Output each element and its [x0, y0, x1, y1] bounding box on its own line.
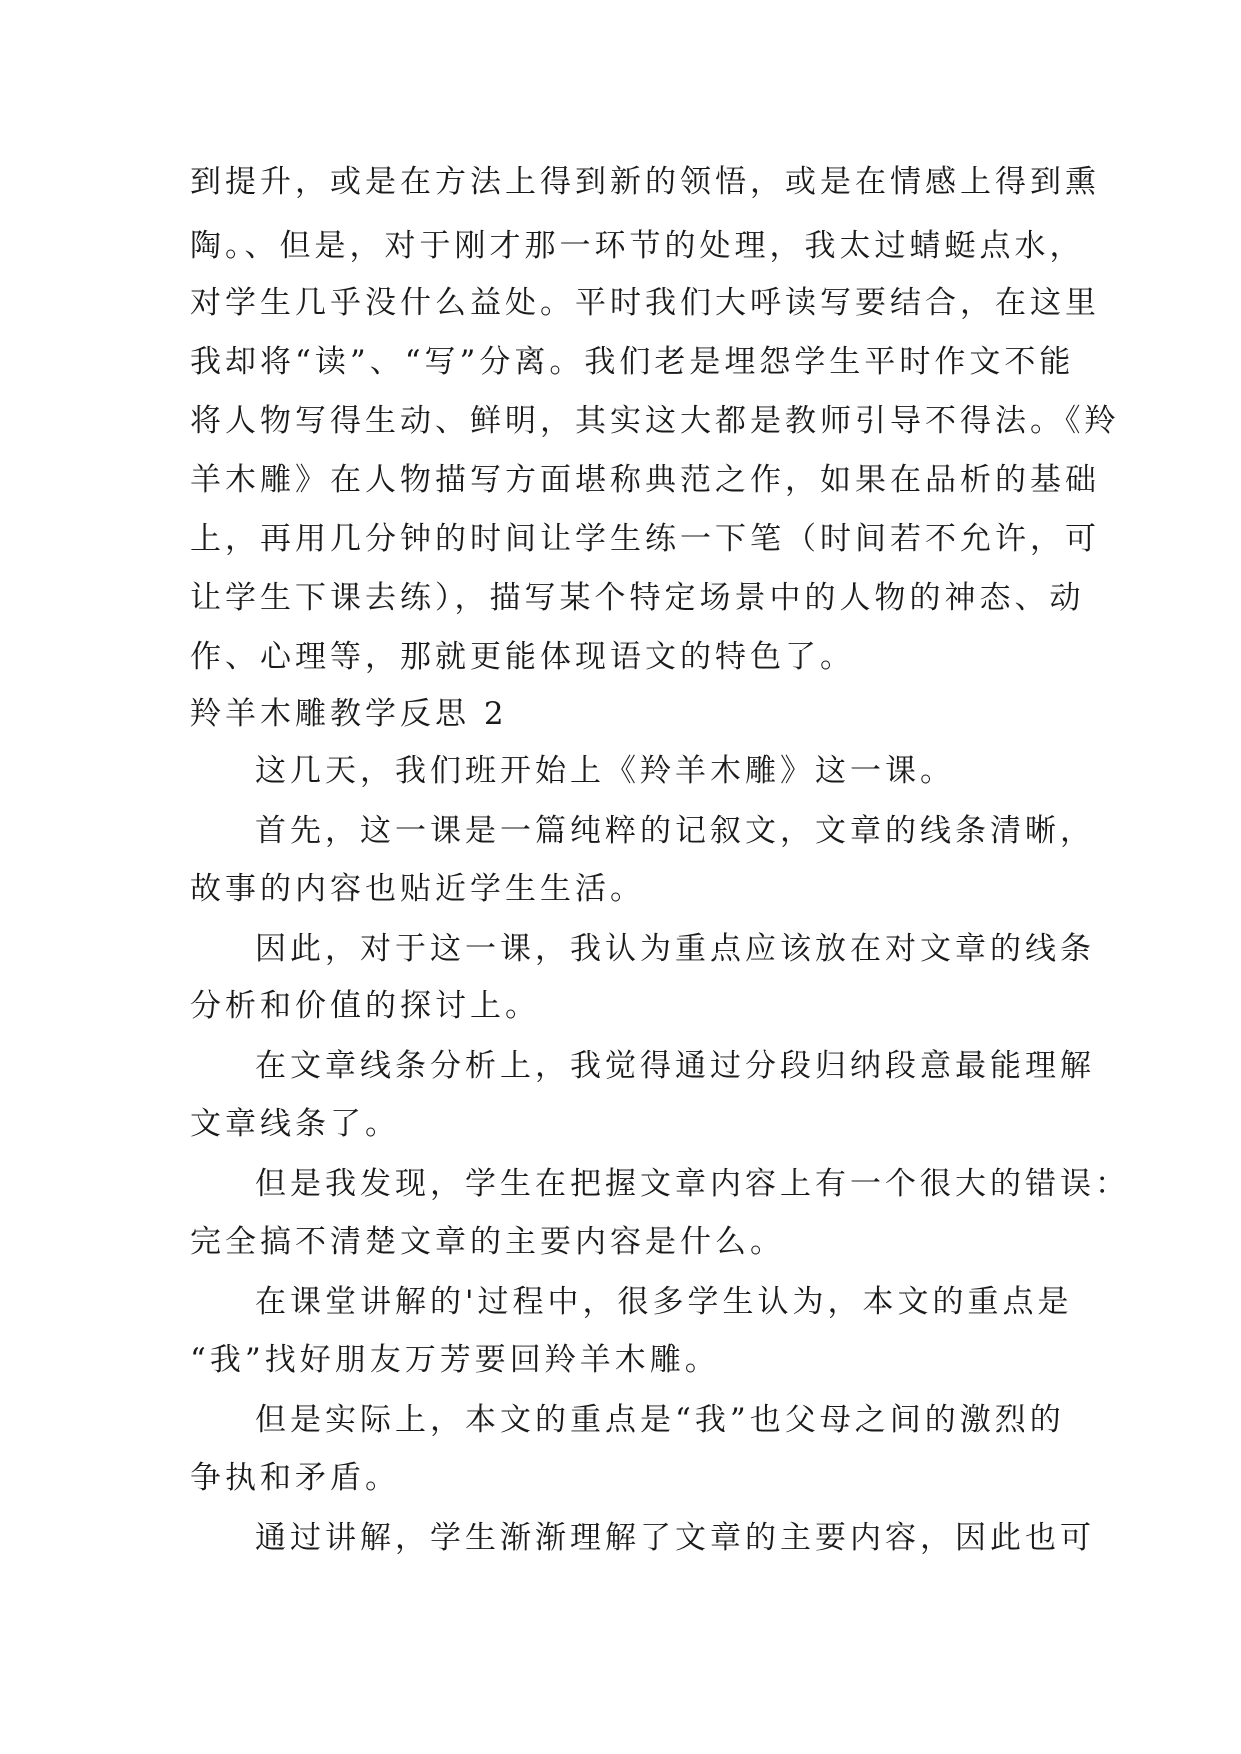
paragraph-line: 通过讲解，学生渐渐理解了文章的主要内容，因此也可 — [255, 1520, 1095, 1556]
paragraph-line: 在文章线条分析上，我觉得通过分段归纳段意最能理解 — [255, 1048, 1095, 1084]
paragraph-line: “我”找好朋友万芳要回羚羊木雕。 — [190, 1342, 720, 1378]
paragraph-line: 陶。、但是，对于刚才那一环节的处理，我太过蜻蜓点水， — [190, 228, 1085, 264]
section-heading: 羚羊木雕教学反思 2 — [190, 696, 508, 732]
paragraph-line: 我却将“读”、“写”分离。我们老是埋怨学生平时作文不能 — [190, 344, 1075, 380]
paragraph-line: 文章线条了。 — [190, 1106, 400, 1142]
paragraph-line: 争执和矛盾。 — [190, 1460, 400, 1496]
paragraph-line: 故事的内容也贴近学生生活。 — [190, 871, 645, 907]
paragraph-line: 对学生几乎没什么益处。平时我们大呼读写要结合，在这里 — [190, 285, 1100, 321]
paragraph-line: 但是我发现，学生在把握文章内容上有一个很大的错误： — [255, 1166, 1130, 1202]
paragraph-line: 羊木雕》在人物描写方面堪称典范之作，如果在品析的基础 — [190, 462, 1100, 498]
paragraph-line: 完全搞不清楚文章的主要内容是什么。 — [190, 1224, 785, 1260]
paragraph-line: 因此，对于这一课，我认为重点应该放在对文章的线条 — [255, 931, 1095, 967]
paragraph-line: 这几天，我们班开始上《羚羊木雕》这一课。 — [255, 753, 955, 789]
paragraph-line: 上，再用几分钟的时间让学生练一下笔（时间若不允许，可 — [190, 521, 1100, 557]
paragraph-line: 让学生下课去练），描写某个特定场景中的人物的神态、动 — [190, 580, 1085, 616]
paragraph-line: 首先，这一课是一篇纯粹的记叙文，文章的线条清晰， — [255, 813, 1095, 849]
paragraph-line: 将人物写得生动、鲜明，其实这大都是教师引导不得法。《羚 — [190, 403, 1120, 439]
paragraph-line: 但是实际上，本文的重点是“我”也父母之间的激烈的 — [255, 1402, 1065, 1438]
paragraph-line: 到提升，或是在方法上得到新的领悟，或是在情感上得到熏 — [190, 164, 1100, 200]
paragraph-line: 在课堂讲解的'过程中，很多学生认为，本文的重点是 — [255, 1284, 1073, 1320]
paragraph-line: 作、心理等，那就更能体现语文的特色了。 — [190, 639, 855, 675]
paragraph-line: 分析和价值的探讨上。 — [190, 988, 540, 1024]
